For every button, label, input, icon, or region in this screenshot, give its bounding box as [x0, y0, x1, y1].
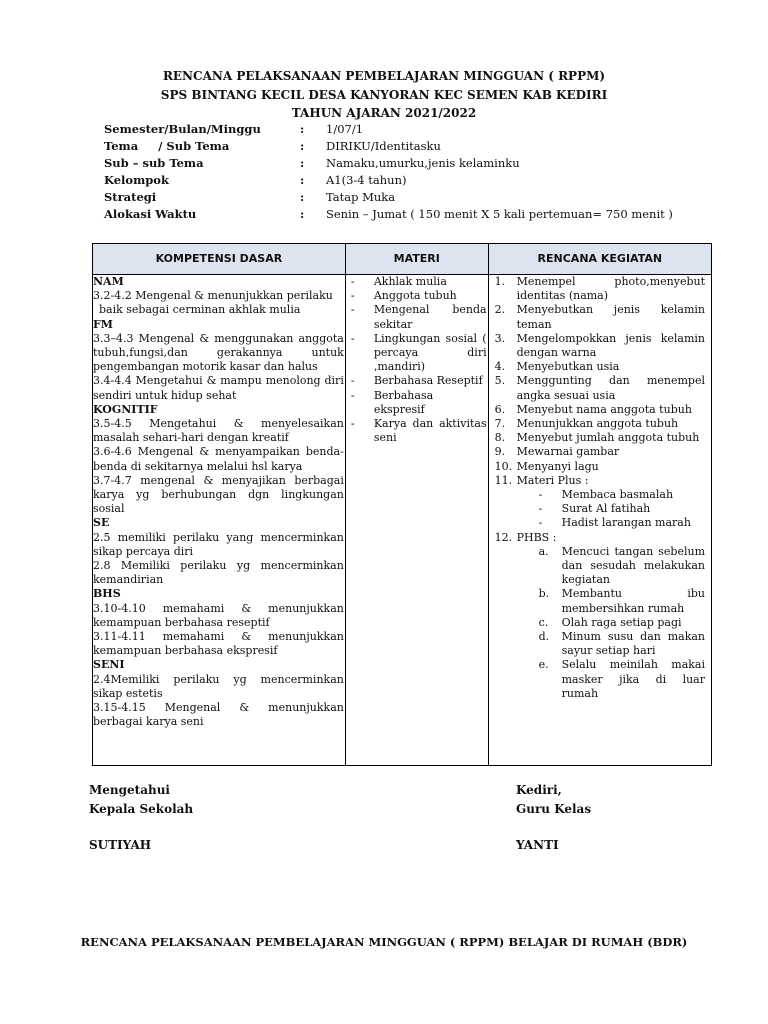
kegiatan-text: Menyebutkan jenis kelamin teman: [516, 303, 705, 331]
kegiatan-item: [495, 417, 705, 431]
header-kompetensi-dasar: KOMPETENSI DASAR: [93, 244, 346, 275]
signature-label-guru-kelas: Guru Kelas: [516, 802, 592, 816]
signature-label-mengetahui: Mengetahui: [89, 783, 170, 797]
kegiatan-item: [495, 360, 705, 374]
phbs-letter: a.: [538, 544, 549, 558]
materi-plus-item: - Membaca basmalah: [517, 488, 705, 502]
kegiatan-text: Materi Plus :: [516, 473, 589, 487]
kd-item: 3.15-4.15 Mengenal & menunjukkan berbagai karya seni: [93, 701, 344, 729]
header-rencana-kegiatan: RENCANA KEGIATAN: [488, 244, 711, 275]
phbs-letter: b.: [538, 587, 550, 601]
phbs-item: [517, 630, 705, 658]
kegiatan-text: Menyanyi lagu: [516, 459, 599, 473]
kegiatan-number: 11.: [494, 473, 513, 487]
materi-item: - Karya dan aktivitas seni: [351, 417, 487, 445]
kegiatan-item: [495, 460, 705, 474]
phbs-text: Olah raga setiap pagi: [561, 615, 682, 629]
kd-item: 3.4-4.4 Mengetahui & mampu menolong diri sendiri untuk hidup sehat: [93, 374, 344, 402]
rppm-table: [92, 243, 712, 766]
materi-cell: [345, 275, 488, 766]
signature-name-right: YANTI: [516, 838, 559, 852]
kd-item: 3.10-4.10 memahami & menunjukkan kemampuan berbahasa reseptif: [93, 601, 344, 629]
kegiatan-number: 9.: [494, 445, 506, 459]
phbs-item: [517, 545, 705, 588]
phbs-text: Selalu meinilah makai masker jika di luar rumah: [561, 658, 705, 700]
kegiatan-text: Menempel photo,menyebut identitas (nama): [516, 275, 705, 303]
materi-plus-list: [517, 488, 705, 531]
kegiatan-number: 5.: [494, 374, 506, 388]
kd-section-heading: SE: [93, 516, 110, 530]
footer-title: RENCANA PELAKSANAAN PEMBELAJARAN MINGGUAN ( RPPM) BELAJAR DI RUMAH (BDR): [80, 935, 688, 949]
kegiatan-item: [495, 303, 705, 331]
phbs-letter: e.: [538, 658, 549, 672]
phbs-item: [517, 587, 705, 615]
kd-item: 3.2-4.2 Mengenal & menunjukkan perilaku: [93, 289, 333, 303]
phbs-letter: c.: [538, 615, 549, 629]
kegiatan-item: [495, 403, 705, 417]
kegiatan-text: Menyebut jumlah anggota tubuh: [516, 431, 700, 445]
kd-item: 2.5 memiliki perilaku yang mencerminkan sikap percaya diri: [93, 530, 344, 558]
kd-section-heading: BHS: [93, 587, 121, 601]
materi-item: - Anggota tubuh: [351, 289, 487, 303]
kegiatan-text: Menyebut nama anggota tubuh: [516, 402, 692, 416]
kegiatan-number: 2.: [494, 303, 506, 317]
kd-section-heading: KOGNITIF: [93, 402, 158, 416]
kegiatan-number: 1.: [494, 275, 506, 288]
table-header-row: [93, 244, 712, 275]
signature-name-left: SUTIYAH: [89, 838, 152, 852]
materi-item: - Mengenal benda sekitar: [351, 303, 487, 331]
kompetensi-dasar-cell: [93, 275, 346, 766]
materi-item: - Akhlak mulia: [351, 275, 487, 289]
kd-item: 3.3–4.3 Mengenal & menggunakan anggota tubuh,fungsi,dan gerakannya untuk pengembangan motorik kasar dan halus: [93, 331, 344, 374]
kegiatan-item: [495, 531, 705, 701]
kegiatan-item: [495, 275, 705, 303]
materi-item: - Lingkungan sosial ( percaya diri ,mandiri): [351, 332, 487, 375]
kegiatan-number: 4.: [494, 360, 506, 374]
kegiatan-text: Mengelompokkan jenis kelamin dengan warna: [516, 331, 705, 360]
phbs-text: Mencuci tangan sebelum dan sesudah melakukan kegiatan: [561, 544, 705, 587]
materi-item: - Berbahasa Reseptif: [351, 374, 487, 388]
kd-item: 3.5-4.5 Mengetahui & menyelesaikan masalah sehari-hari dengan kreatif: [93, 417, 344, 445]
materi-plus-item: - Hadist larangan marah: [517, 516, 705, 530]
kegiatan-number: 12.: [494, 530, 513, 544]
kd-item: baik sebagai cerminan akhlak mulia: [99, 303, 301, 317]
phbs-item: [517, 658, 705, 701]
kegiatan-number: 6.: [494, 402, 506, 416]
kd-item: 3.11-4.11 memahami & menunjukkan kemampuan berbahasa ekspresif: [93, 630, 344, 658]
kegiatan-cell: [488, 275, 711, 766]
signature-label-kepala-sekolah: Kepala Sekolah: [89, 802, 194, 816]
kegiatan-item: [495, 474, 705, 531]
kegiatan-number: 10.: [494, 459, 513, 473]
kd-section-heading: NAM: [93, 275, 124, 288]
kegiatan-number: 8.: [494, 431, 506, 445]
kd-item: 2.4Memiliki perilaku yg mencerminkan sikap estetis: [93, 672, 344, 700]
kegiatan-item: [495, 332, 705, 360]
phbs-text: Membantu ibu membersihkan rumah: [561, 587, 705, 615]
table-row: [93, 275, 712, 766]
materi-plus-item: - Surat Al fatihah: [517, 502, 705, 516]
phbs-text: Minum susu dan makan sayur setiap hari: [561, 630, 705, 658]
kegiatan-text: Menggunting dan menempel angka sesuai usia: [516, 374, 705, 402]
kegiatan-number: 7.: [494, 417, 506, 431]
header-materi: MATERI: [345, 244, 488, 275]
kd-item: 3.6-4.6 Mengenal & menyampaikan benda-benda di sekitarnya melalui hsl karya: [93, 445, 344, 473]
signature-place: Kediri,: [516, 783, 562, 797]
kegiatan-text: Mewarnai gambar: [516, 445, 620, 459]
doc-title: RENCANA PELAKSANAAN PEMBELAJARAN MINGGUAN ( RPPM): [162, 69, 606, 83]
kegiatan-item: [495, 445, 705, 459]
academic-year: TAHUN AJARAN 2021/2022: [291, 106, 477, 120]
kegiatan-number: 3.: [494, 331, 506, 345]
phbs-item: [517, 616, 705, 630]
phbs-list: [517, 545, 705, 701]
kegiatan-list: [495, 275, 705, 701]
kd-item: 3.7-4.7 mengenal & menyajikan berbagai karya yg berhubungan dgn lingkungan sosial: [93, 473, 344, 516]
materi-list: [351, 275, 487, 445]
phbs-letter: d.: [538, 630, 550, 644]
kegiatan-item: [495, 431, 705, 445]
kegiatan-item: [495, 374, 705, 402]
kd-section-heading: SENI: [93, 658, 125, 672]
kd-item: 2.8 Memiliki perilaku yg mencerminkan kemandirian: [93, 559, 344, 587]
kegiatan-text: Menunjukkan anggota tubuh: [516, 417, 679, 431]
kegiatan-text: PHBS :: [516, 530, 557, 544]
school-name: SPS BINTANG KECIL DESA KANYORAN KEC SEMEN KAB KEDIRI: [160, 88, 608, 102]
materi-item: - Berbahasa ekspresif: [351, 389, 487, 417]
kegiatan-text: Menyebutkan usia: [516, 360, 620, 374]
kd-section-heading: FM: [93, 317, 113, 331]
